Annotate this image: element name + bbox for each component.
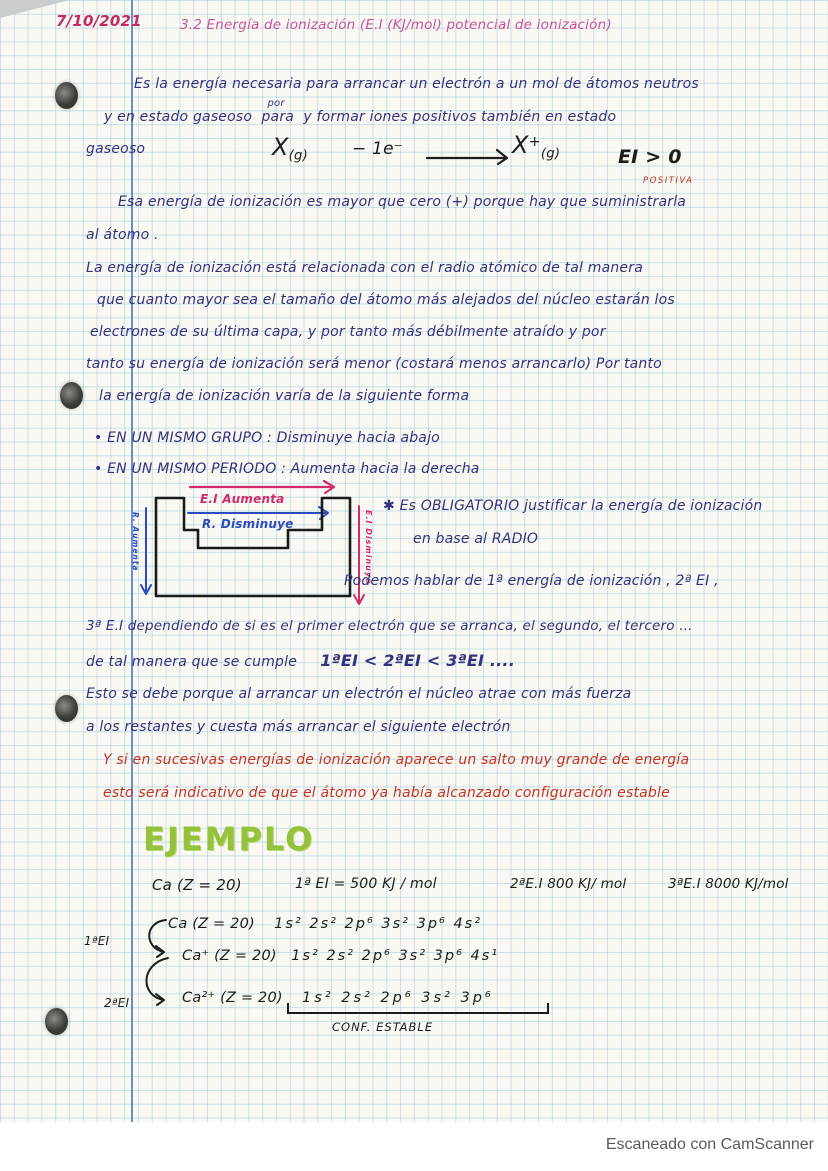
ca-summary-ei2: 2ªE.I 800 KJ/ mol bbox=[510, 876, 627, 892]
paragraph-line: 3ª E.I dependiendo de si es el primer electrón que se arranca, el segundo, el tercero ... bbox=[86, 618, 693, 634]
config-species: Ca⁺ (Z = 20) bbox=[182, 948, 277, 964]
ionization-equation-rhs bbox=[512, 131, 560, 162]
reaction-arrow bbox=[425, 145, 517, 165]
equation-species: X bbox=[272, 133, 289, 161]
paragraph-line: a los restantes y cuesta más arrancar el siguiente electrón bbox=[86, 719, 511, 735]
ionization-equation-operator: − 1e⁻ bbox=[352, 139, 403, 159]
paragraph-line: electrones de su última capa, y por tanto más débilmente atraído y por bbox=[90, 324, 606, 340]
ei-positive-caption: POSITIVA bbox=[643, 176, 694, 186]
date-label: 7/10/2021 bbox=[56, 12, 142, 30]
ei-positive-note: EI > 0 bbox=[618, 146, 682, 168]
intro-line bbox=[104, 98, 617, 125]
intro-line: Es la energía necesaria para arrancar un electrón a un mol de átomos neutros bbox=[134, 76, 699, 92]
ca-summary-ei1: 1ª EI = 500 KJ / mol bbox=[295, 876, 437, 892]
word-base: para bbox=[261, 109, 295, 125]
ca-summary-ei3: 3ªE.I 8000 KJ/mol bbox=[668, 876, 789, 892]
r-aumenta-down-arrow bbox=[141, 508, 151, 594]
diagram-label-r-disminuye: R. Disminuye bbox=[202, 517, 294, 531]
intro-line-post: y formar iones positivos también en estado bbox=[303, 109, 617, 125]
paragraph-line bbox=[86, 651, 515, 670]
stable-config-label: CONF. ESTABLE bbox=[332, 1020, 434, 1034]
obligatorio-note-line: en base al RADIO bbox=[413, 531, 539, 547]
orden-line-pre: de tal manera que se cumple bbox=[86, 654, 298, 670]
ejemplo-heading: EJEMPLO bbox=[143, 820, 315, 858]
stable-config-bracket bbox=[287, 1003, 549, 1014]
ei1-row-label: 1ªEI bbox=[84, 934, 110, 948]
bullet-grupo: • EN UN MISMO GRUPO : Disminuye hacia abajo bbox=[94, 430, 440, 446]
paragraph-line: Esa energía de ionización es mayor que cero (+) porque hay que suministrarla bbox=[118, 194, 687, 210]
ei2-row-label: 2ªEI bbox=[104, 996, 130, 1010]
equation-species: X bbox=[512, 131, 529, 159]
equation-state: (g) bbox=[540, 146, 561, 162]
ionization-equation-lhs bbox=[272, 133, 308, 164]
paragraph-line: al átomo . bbox=[86, 227, 159, 243]
obligatorio-note-line: ✱ Es OBLIGATORIO justificar la energía de ionización bbox=[383, 498, 763, 514]
paragraph-line: Esto se debe porque al arrancar un electrón el núcleo atrae con más fuerza bbox=[86, 686, 632, 702]
paragraph-line: Podemos hablar de 1ª energía de ionización , 2ª EI , bbox=[344, 573, 719, 589]
paragraph-line: que cuanto mayor sea el tamaño del átomo más alejados del núcleo estarán los bbox=[97, 292, 675, 308]
hole-punch bbox=[55, 82, 78, 109]
red-note-line: esto será indicativo de que el átomo ya había alcanzado configuración estable bbox=[103, 785, 670, 801]
hole-punch bbox=[60, 382, 83, 409]
config-species: Ca (Z = 20) bbox=[168, 916, 255, 932]
bullet-periodo: • EN UN MISMO PERIODO : Aumenta hacia la derecha bbox=[94, 461, 480, 477]
config-row bbox=[168, 916, 482, 932]
equation-state: (g) bbox=[288, 148, 308, 164]
ei-disminuye-down-arrow bbox=[354, 506, 364, 604]
config-row bbox=[182, 948, 499, 964]
config-species: Ca²⁺ (Z = 20) bbox=[182, 990, 283, 1006]
camscanner-credit: Escaneado con CamScanner bbox=[605, 1136, 814, 1153]
section-title: 3.2 Energía de ionización (E.I (KJ/mol) potencial de ionización) bbox=[180, 17, 612, 33]
diagram-label-ei-disminuye: E.I Disminuye bbox=[364, 510, 373, 585]
equation-charge: + bbox=[528, 133, 541, 150]
corrected-word bbox=[261, 98, 295, 125]
hole-punch bbox=[45, 1008, 68, 1035]
config-value: 1s² 2s² 2p⁶ 3s² 3p⁶ 4s² bbox=[274, 916, 483, 932]
config-value: 1s² 2s² 2p⁶ 3s² 3p⁶ 4s¹ bbox=[291, 948, 500, 964]
ca-summary-species: Ca (Z = 20) bbox=[152, 876, 242, 894]
red-note-line: Y si en sucesivas energías de ionización aparece un salto muy grande de energía bbox=[103, 752, 690, 768]
ei-inequality: 1ªEI < 2ªEI < 3ªEI .... bbox=[320, 651, 515, 670]
scan-footer-band bbox=[0, 1122, 828, 1171]
diagram-label-ei-aumenta: E.I Aumenta bbox=[200, 492, 285, 506]
config-value: 1s² 2s² 2p⁶ 3s² 3p⁶ bbox=[302, 990, 494, 1006]
word-correction: por bbox=[267, 98, 285, 109]
paragraph-line: La energía de ionización está relacionada con el radio atómico de tal manera bbox=[86, 260, 643, 276]
intro-line-pre: y en estado gaseoso bbox=[104, 109, 253, 125]
intro-line: gaseoso bbox=[86, 141, 146, 157]
paragraph-line: tanto su energía de ionización será menor (costará menos arrancarlo) Por tanto bbox=[86, 356, 662, 372]
paragraph-line: la energía de ionización varía de la siguiente forma bbox=[99, 388, 470, 404]
hole-punch bbox=[55, 695, 78, 722]
diagram-label-r-aumenta: R. Aumenta bbox=[131, 512, 140, 572]
